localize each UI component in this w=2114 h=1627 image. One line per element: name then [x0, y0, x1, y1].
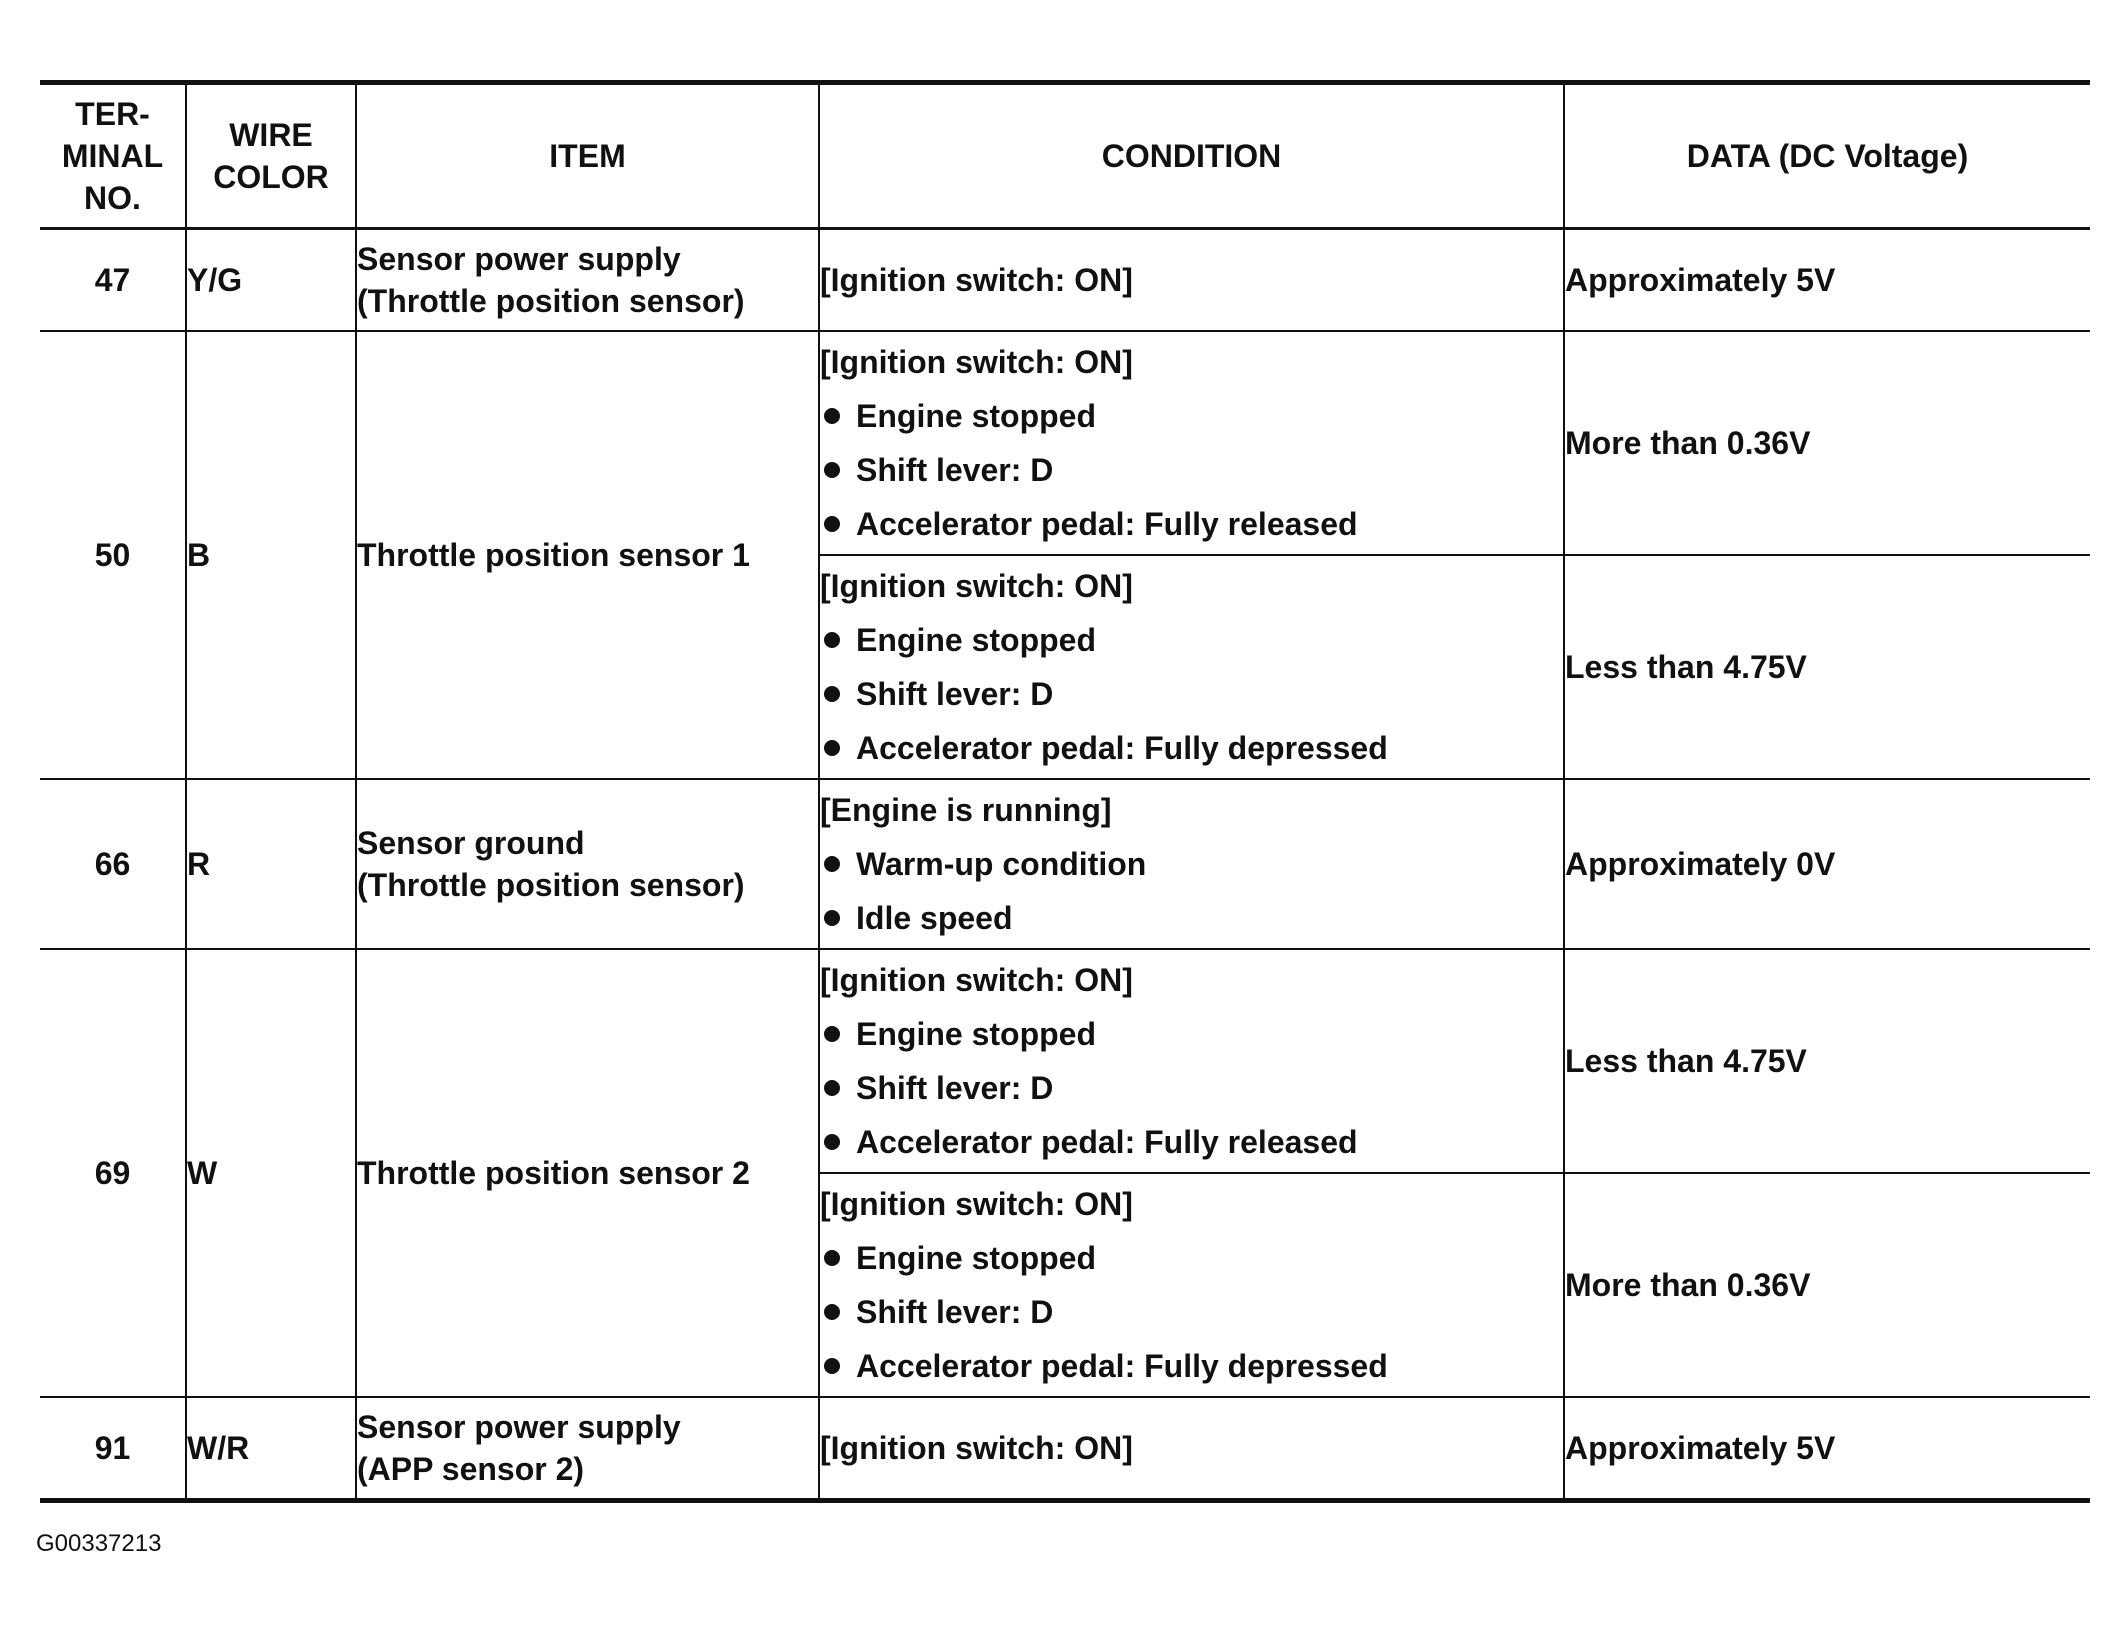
header-row [40, 83, 2090, 229]
condition-cell [819, 331, 1564, 555]
header-terminal-no: TER- MINAL NO. [40, 83, 186, 229]
wire-color: W [186, 949, 356, 1397]
wire-color: W/R [186, 1397, 356, 1501]
condition-bullet: Warm-up condition [820, 837, 1563, 891]
bullet-icon [824, 1250, 840, 1266]
table-row [40, 779, 2090, 949]
table-body [40, 229, 2090, 1501]
bullet-icon [824, 740, 840, 756]
condition-cell [819, 949, 1564, 1173]
item-line: Throttle position sensor 2 [357, 1155, 750, 1191]
bullet-icon [824, 1304, 840, 1320]
header-condition: CONDITION [819, 83, 1564, 229]
data-value: More than 0.36V [1564, 331, 2090, 555]
item-cell [356, 1397, 819, 1501]
condition-cell [819, 229, 1564, 332]
terminal-data-table-wrap [40, 80, 2090, 1503]
condition-head: [Ignition switch: ON] [820, 962, 1133, 998]
condition-bullet: Engine stopped [820, 1007, 1563, 1061]
bullet-icon [824, 856, 840, 872]
item-line: Sensor power supply [357, 1409, 681, 1445]
item-line: Sensor ground [357, 825, 585, 861]
data-value: Less than 4.75V [1564, 555, 2090, 779]
item-cell [356, 779, 819, 949]
item-line: (Throttle position sensor) [357, 867, 745, 903]
figure-code: G00337213 [36, 1530, 162, 1557]
table-row [40, 229, 2090, 332]
item-cell [356, 331, 819, 779]
terminal-number: 66 [40, 779, 186, 949]
header-wire-color: WIRE COLOR [186, 83, 356, 229]
table-row [40, 331, 2090, 555]
condition-bullet: Engine stopped [820, 1231, 1563, 1285]
header-item: ITEM [356, 83, 819, 229]
bullet-icon [824, 516, 840, 532]
item-cell [356, 229, 819, 332]
condition-bullet: Accelerator pedal: Fully depressed [820, 721, 1563, 775]
terminal-data-table [40, 80, 2090, 1503]
bullet-icon [824, 686, 840, 702]
condition-bullet: Idle speed [820, 891, 1563, 945]
item-line: Throttle position sensor 1 [357, 537, 750, 573]
item-line: (APP sensor 2) [357, 1451, 585, 1487]
condition-bullet: Engine stopped [820, 389, 1563, 443]
header-data: DATA (DC Voltage) [1564, 83, 2090, 229]
data-value: More than 0.36V [1564, 1173, 2090, 1397]
data-value: Approximately 0V [1564, 779, 2090, 949]
condition-bullet: Shift lever: D [820, 1061, 1563, 1115]
condition-cell [819, 1397, 1564, 1501]
item-line: Sensor power supply [357, 241, 681, 277]
condition-bullet: Shift lever: D [820, 443, 1563, 497]
condition-bullet: Engine stopped [820, 613, 1563, 667]
data-value: Less than 4.75V [1564, 949, 2090, 1173]
item-cell [356, 949, 819, 1397]
item-line: (Throttle position sensor) [357, 283, 745, 319]
table-row [40, 949, 2090, 1173]
bullet-icon [824, 1134, 840, 1150]
terminal-number: 91 [40, 1397, 186, 1501]
condition-bullet: Accelerator pedal: Fully released [820, 1115, 1563, 1169]
data-value: Approximately 5V [1564, 229, 2090, 332]
condition-head: [Ignition switch: ON] [820, 1186, 1133, 1222]
condition-head: [Ignition switch: ON] [820, 344, 1133, 380]
condition-head: [Engine is running] [820, 792, 1112, 828]
bullet-icon [824, 910, 840, 926]
condition-head: [Ignition switch: ON] [820, 568, 1133, 604]
data-value: Approximately 5V [1564, 1397, 2090, 1501]
terminal-number: 69 [40, 949, 186, 1397]
bullet-icon [824, 632, 840, 648]
condition-bullet: Shift lever: D [820, 1285, 1563, 1339]
table-row [40, 1397, 2090, 1501]
bullet-icon [824, 1358, 840, 1374]
condition-bullet: Accelerator pedal: Fully released [820, 497, 1563, 551]
wire-color: R [186, 779, 356, 949]
terminal-number: 50 [40, 331, 186, 779]
wire-color: Y/G [186, 229, 356, 332]
bullet-icon [824, 1080, 840, 1096]
condition-head: [Ignition switch: ON] [820, 262, 1133, 298]
wire-color: B [186, 331, 356, 779]
bullet-icon [824, 408, 840, 424]
bullet-icon [824, 462, 840, 478]
condition-head: [Ignition switch: ON] [820, 1430, 1133, 1466]
condition-cell [819, 779, 1564, 949]
condition-cell [819, 555, 1564, 779]
condition-bullet: Shift lever: D [820, 667, 1563, 721]
condition-bullet: Accelerator pedal: Fully depressed [820, 1339, 1563, 1393]
terminal-number: 47 [40, 229, 186, 332]
bullet-icon [824, 1026, 840, 1042]
condition-cell [819, 1173, 1564, 1397]
